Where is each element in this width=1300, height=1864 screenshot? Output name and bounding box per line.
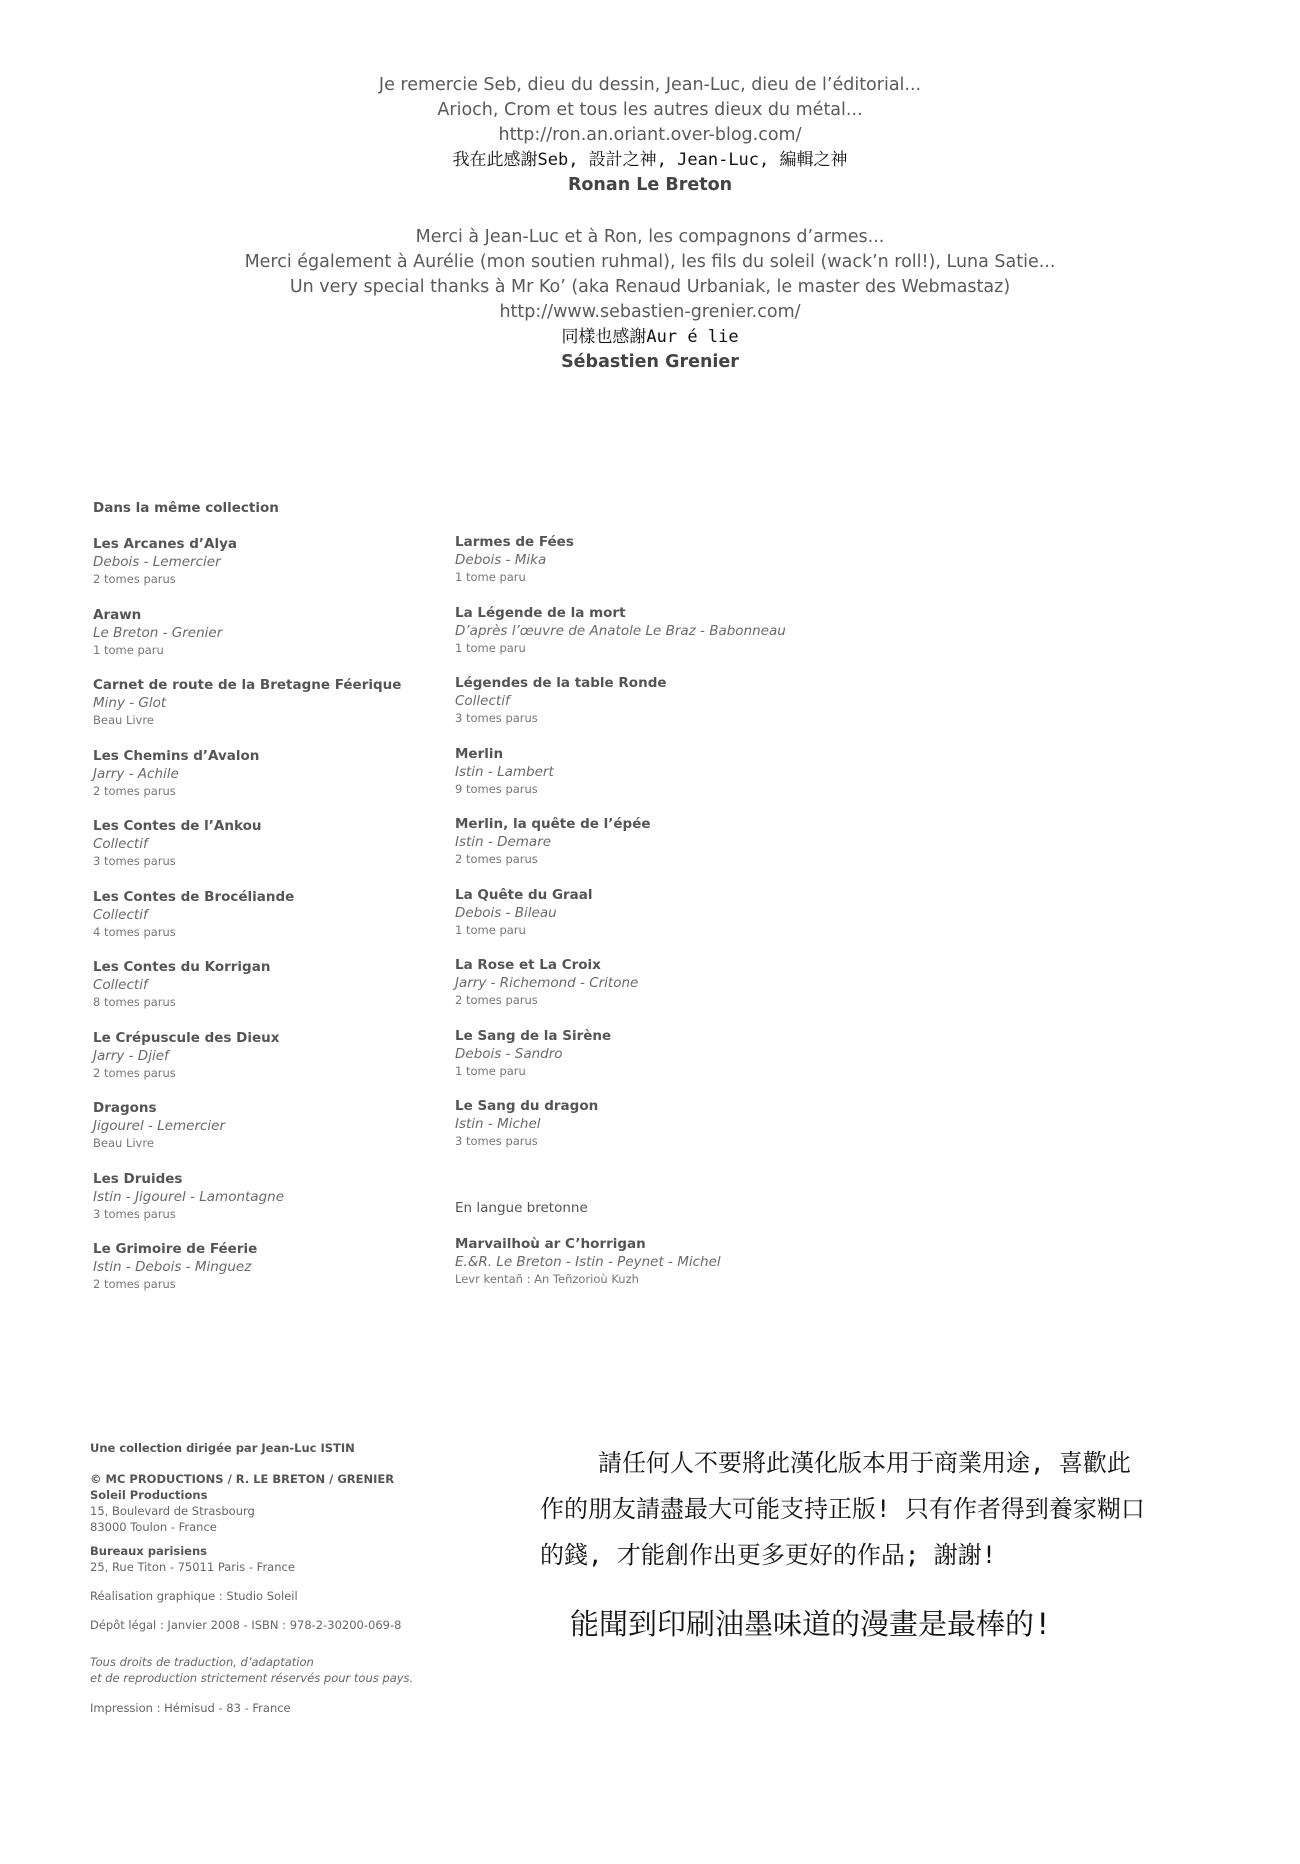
entry-authors: Collectif [93,977,148,993]
entry-authors: Le Breton - Grenier [93,624,223,641]
collection-entry [455,674,786,745]
entry-authors: Jarry - Achile [93,765,179,782]
collection-entry [93,1029,401,1100]
entry-note: 3 tomes parus [455,711,538,725]
collection-entry [93,747,401,818]
ack-chinese-translation: 同樣也感謝Aur é lie [561,327,739,347]
entry-authors: Debois - Lemercier [93,554,221,570]
entry-note: 2 tomes parus [93,572,176,586]
collection-entry [93,1240,401,1311]
ack-line: Je remercie Seb, dieu du dessin, Jean-Luc, dieu de l’éditorial... [378,75,922,95]
entry-title: La Quête du Graal [455,886,593,903]
entry-authors: Istin - Michel [455,1116,541,1132]
entry-note: 3 tomes parus [93,854,176,868]
collection-entry [93,888,401,959]
entry-title: Le Grimoire de Féerie [93,1241,258,1257]
entry-title: Dragons [93,1100,157,1116]
copyright: © MC PRODUCTIONS / R. LE BRETON / GRENIER [90,1472,395,1486]
entry-title: Les Contes de l’Ankou [93,818,262,834]
entry-authors: Collectif [455,693,510,709]
ack-chinese-translation: 我在此感謝Seb, 設計之神, Jean-Luc, 編輯之神 [452,150,848,170]
entry-note: Beau Livre [93,713,154,727]
collection-entry [93,606,401,677]
entry-authors: Istin - Jigourel - Lamontagne [93,1188,285,1205]
collection-entry [93,817,401,888]
entry-note: 2 tomes parus [455,852,538,866]
entry-authors: E.&R. Le Breton - Istin - Peynet - Michel [455,1254,721,1270]
ack-line: Un very special thanks à Mr Ko’ (aka Renaud Urbaniak, le master des Webmastaz) [289,277,1011,297]
entry-authors: Miny - Glot [93,695,167,711]
entry-note: 3 tomes parus [455,1134,538,1148]
collection-left-column [93,535,401,1311]
acknowledgement-ronan [0,73,1300,198]
collection-entry-breton [455,1235,721,1288]
entry-note: 1 tome paru [455,640,526,655]
entry-authors: Jarry - Djief [93,1047,169,1064]
entry-title: La Légende de la mort [455,604,626,621]
entry-title: Les Contes de Brocéliande [93,888,295,905]
entry-note: 4 tomes parus [93,924,176,939]
entry-authors: Debois - Mika [455,552,547,568]
printing-info: Impression : Hémisud - 83 - France [90,1701,291,1715]
credits [90,1440,490,1716]
signature: Ronan Le Breton [567,175,733,195]
entry-note: 1 tome paru [455,1063,526,1078]
entry-title: Légendes de la table Ronde [455,675,667,691]
signature: Sébastien Grenier [561,352,739,372]
entry-authors: Jigourel - Lemercier [93,1118,226,1134]
notice-line: 請任何人不要將此漢化版本用于商業用途, 喜歡此 [598,1449,1131,1477]
entry-title: Le Sang du dragon [455,1098,599,1114]
entry-title: La Rose et La Croix [455,957,601,973]
entry-authors: Debois - Sandro [455,1045,563,1062]
entry-title: Arawn [93,606,142,623]
acknowledgement-sebastien [0,225,1300,375]
entry-title: Marvailhoù ar C’horrigan [455,1236,646,1252]
paris-office-label: Bureaux parisiens [90,1544,208,1558]
translator-slogan: 能聞到印刷油墨味道的漫畫是最棒的! [570,1607,1052,1641]
publisher-address: 15, Boulevard de Strasbourg [90,1504,255,1518]
ack-line: Arioch, Crom et tous les autres dieux du métal... [437,100,863,120]
collection-entry [93,676,401,747]
entry-note: 2 tomes parus [455,993,538,1007]
entry-title: Carnet de route de la Bretagne Féerique [93,677,402,693]
entry-title: Les Contes du Korrigan [93,959,271,975]
collection-entry [93,958,401,1029]
collection-entry [455,1097,786,1168]
collection-entry [455,1027,786,1098]
entry-title: Le Crépuscule des Dieux [93,1029,280,1046]
entry-authors: Istin - Lambert [455,763,554,780]
entry-note: 8 tomes parus [93,995,176,1009]
collection-entry [455,886,786,957]
collection-director: Une collection dirigée par Jean-Luc ISTIN [90,1441,355,1455]
entry-note: 1 tome paru [455,922,526,937]
entry-authors: Istin - Debois - Minguez [93,1259,252,1275]
collection-heading: Dans la même collection [93,500,279,516]
collection-entry [93,1170,401,1241]
entry-note: Levr kentañ : An Teñzorioù Kuzh [455,1272,639,1286]
entry-note: 2 tomes parus [93,1277,176,1291]
entry-authors: Collectif [93,836,148,852]
collection-entry [455,815,786,886]
collection-entry [455,956,786,1027]
collection-entry [455,745,786,816]
entry-authors: Collectif [93,906,148,923]
collection-entry [93,535,401,606]
entry-note: 9 tomes parus [455,781,538,796]
entry-note: 2 tomes parus [93,1065,176,1080]
entry-authors: Debois - Bileau [455,904,557,921]
entry-title: Les Chemins d’Avalon [93,747,260,764]
publisher-name: Soleil Productions [90,1488,208,1502]
rights-notice: et de reproduction strictement réservés pour tous pays. [90,1671,414,1685]
ack-line: Merci à Jean-Luc et à Ron, les compagnons d’armes... [415,227,885,247]
entry-note: 2 tomes parus [93,783,176,798]
entry-note: 3 tomes parus [93,1206,176,1221]
entry-title: Les Arcanes d’Alya [93,536,237,552]
entry-authors: D’après l’œuvre de Anatole Le Braz - Babonneau [455,622,786,639]
entry-note: 1 tome paru [455,570,526,584]
ack-line: Merci également à Aurélie (mon soutien ruhmal), les fils du soleil (wack’n roll!), Luna Satie... [244,252,1056,272]
legal-deposit: Dépôt légal : Janvier 2008 - ISBN : 978-2-30200-069-8 [90,1618,402,1632]
collection-right-column [455,533,786,1168]
entry-title: Merlin, la quête de l’épée [455,816,651,832]
notice-line: 作的朋友請盡最大可能支持正版! 只有作者得到養家糊口 [540,1495,1145,1523]
graphic-design: Réalisation graphique : Studio Soleil [90,1589,298,1603]
entry-title: Larmes de Fées [455,534,574,550]
ack-url: http://ron.an.oriant.over-blog.com/ [498,125,802,145]
entry-title: Merlin [455,745,504,762]
entry-title: Le Sang de la Sirène [455,1027,612,1044]
notice-line: 的錢, 才能創作出更多更好的作品; 謝謝! [540,1541,997,1569]
paris-office-address: 25, Rue Titon - 75011 Paris - France [90,1560,295,1574]
entry-title: Les Druides [93,1170,183,1187]
collection-entry [455,604,786,675]
entry-note: Beau Livre [93,1136,154,1150]
collection-entry [455,533,786,604]
translator-notice [540,1440,1145,1578]
publisher-city: 83000 Toulon - France [90,1520,217,1534]
entry-authors: Jarry - Richemond - Critone [455,975,639,991]
entry-note: 1 tome paru [93,642,164,657]
entry-authors: Istin - Demare [455,834,552,850]
breton-language-label: En langue bretonne [455,1200,588,1216]
collection-entry [93,1099,401,1170]
ack-url: http://www.sebastien-grenier.com/ [499,302,801,322]
rights-notice: Tous droits de traduction, d’adaptation [90,1655,314,1669]
